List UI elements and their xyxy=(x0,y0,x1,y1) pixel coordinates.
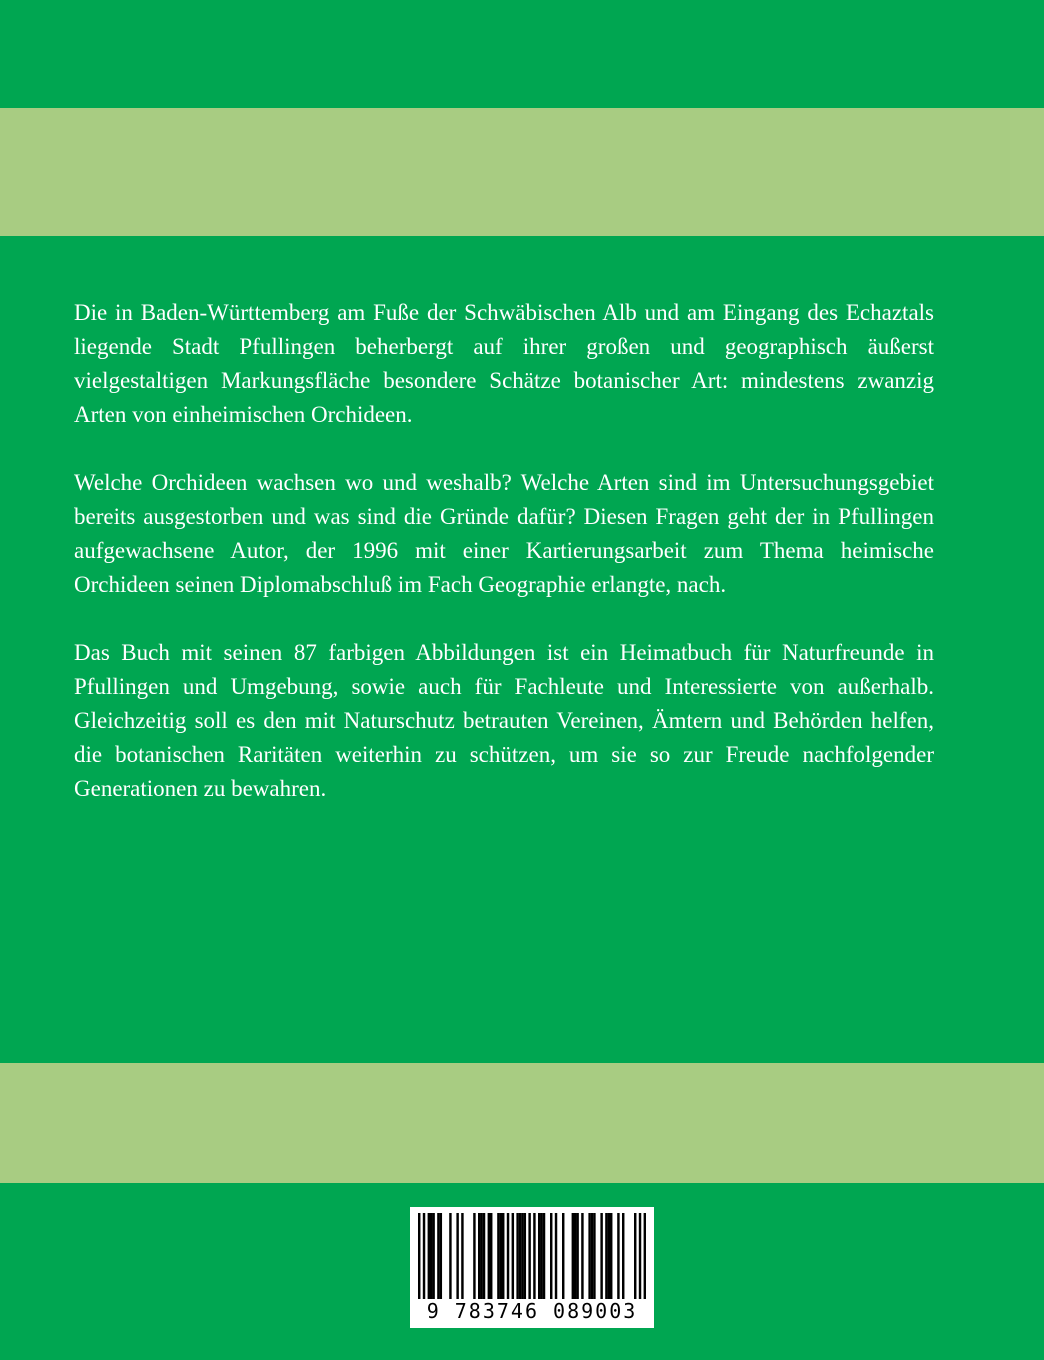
book-description xyxy=(74,296,934,840)
barcode-bar xyxy=(473,1213,475,1299)
barcode-bar xyxy=(456,1213,458,1299)
barcode-bar xyxy=(428,1213,430,1299)
description-paragraph-3: Das Buch mit seinen 87 farbigen Abbildungen ist ein Heimatbuch für Naturfreunde in Pfullingen und Umgebung, sowie auch für Fachleute und Interessierte von außerhalb. Gleichzeitig soll es den mit Naturschutz betrauten Vereinen, Ämtern und Behörden helfen, die botanischen Raritäten weiterhin zu schützen, um sie so zur Freude nachfolgender Generationen zu bewahren. xyxy=(74,640,934,801)
barcode-bar xyxy=(524,1213,526,1299)
description-paragraph-1: Die in Baden-Württemberg am Fuße der Schwäbischen Alb und am Eingang des Echaztals liegende Stadt Pfullingen beherbergt auf ihrer großen und geographisch äußerst vielgestaltigen Markungsfläche besondere Schätze botanischer Art: mindestens zwanzig Arten von einheimischen Orchideen. xyxy=(74,300,934,427)
barcode-bar xyxy=(581,1213,583,1299)
barcode-bar xyxy=(622,1213,624,1299)
barcode-bar xyxy=(593,1213,595,1299)
barcode-bar xyxy=(617,1213,619,1299)
barcode-bar xyxy=(591,1213,593,1299)
barcode-bar xyxy=(634,1213,636,1299)
barcode-bar xyxy=(502,1213,504,1299)
barcode-bar xyxy=(576,1213,578,1299)
barcode-bar xyxy=(423,1213,425,1299)
barcode-bar xyxy=(507,1213,509,1299)
description-paragraph-2: Welche Orchideen wachsen wo und weshalb? Welche Arten sind im Untersuchungsgebiet bereits ausgestorben und was sind die Gründe dafür? Diesen Fragen geht der in Pfullingen aufgewachsene Autor, der 1996 mit einer Kartierungsarbeit zum Thema heimische Orchideen seinen Diplomabschluß im Fach Geographie erlangte, nach. xyxy=(74,470,934,597)
isbn-barcode xyxy=(410,1207,654,1328)
barcode-bar xyxy=(550,1213,552,1299)
barcode-bar xyxy=(519,1213,521,1299)
barcode-bar xyxy=(418,1213,420,1299)
barcode-bar xyxy=(521,1213,523,1299)
barcode-bar xyxy=(449,1213,451,1299)
barcode-bar xyxy=(605,1213,607,1299)
barcode-bar xyxy=(461,1213,463,1299)
barcode-bar xyxy=(440,1213,442,1299)
barcode-bar xyxy=(533,1213,535,1299)
barcode-bar xyxy=(574,1213,576,1299)
isbn-digits: 9 783746 089003 xyxy=(426,1299,638,1323)
barcode-bar xyxy=(608,1213,610,1299)
barcode-bar xyxy=(500,1213,502,1299)
barcode-bar xyxy=(572,1213,574,1299)
barcode-bar xyxy=(644,1213,646,1299)
barcode-bar xyxy=(497,1213,499,1299)
barcode-bar xyxy=(488,1213,490,1299)
barcode-bar xyxy=(512,1213,514,1299)
barcode-bar xyxy=(610,1213,612,1299)
barcode-bar xyxy=(600,1213,602,1299)
top-band xyxy=(0,108,1044,236)
barcode-bar xyxy=(588,1213,590,1299)
barcode-bar xyxy=(555,1213,557,1299)
barcode-bar xyxy=(480,1213,482,1299)
barcode-bar xyxy=(528,1213,530,1299)
barcode-bars xyxy=(418,1213,646,1299)
barcode-bar xyxy=(538,1213,540,1299)
barcode-bar xyxy=(432,1213,434,1299)
barcode-bar xyxy=(639,1213,641,1299)
barcode-bar xyxy=(540,1213,542,1299)
barcode-bar xyxy=(543,1213,545,1299)
barcode-bar xyxy=(483,1213,485,1299)
barcode-bar xyxy=(490,1213,492,1299)
barcode-bar xyxy=(437,1213,439,1299)
barcode-bar xyxy=(430,1213,432,1299)
barcode-bar xyxy=(516,1213,518,1299)
bottom-band xyxy=(0,1063,1044,1183)
barcode-bar xyxy=(478,1213,480,1299)
barcode-bar xyxy=(562,1213,564,1299)
